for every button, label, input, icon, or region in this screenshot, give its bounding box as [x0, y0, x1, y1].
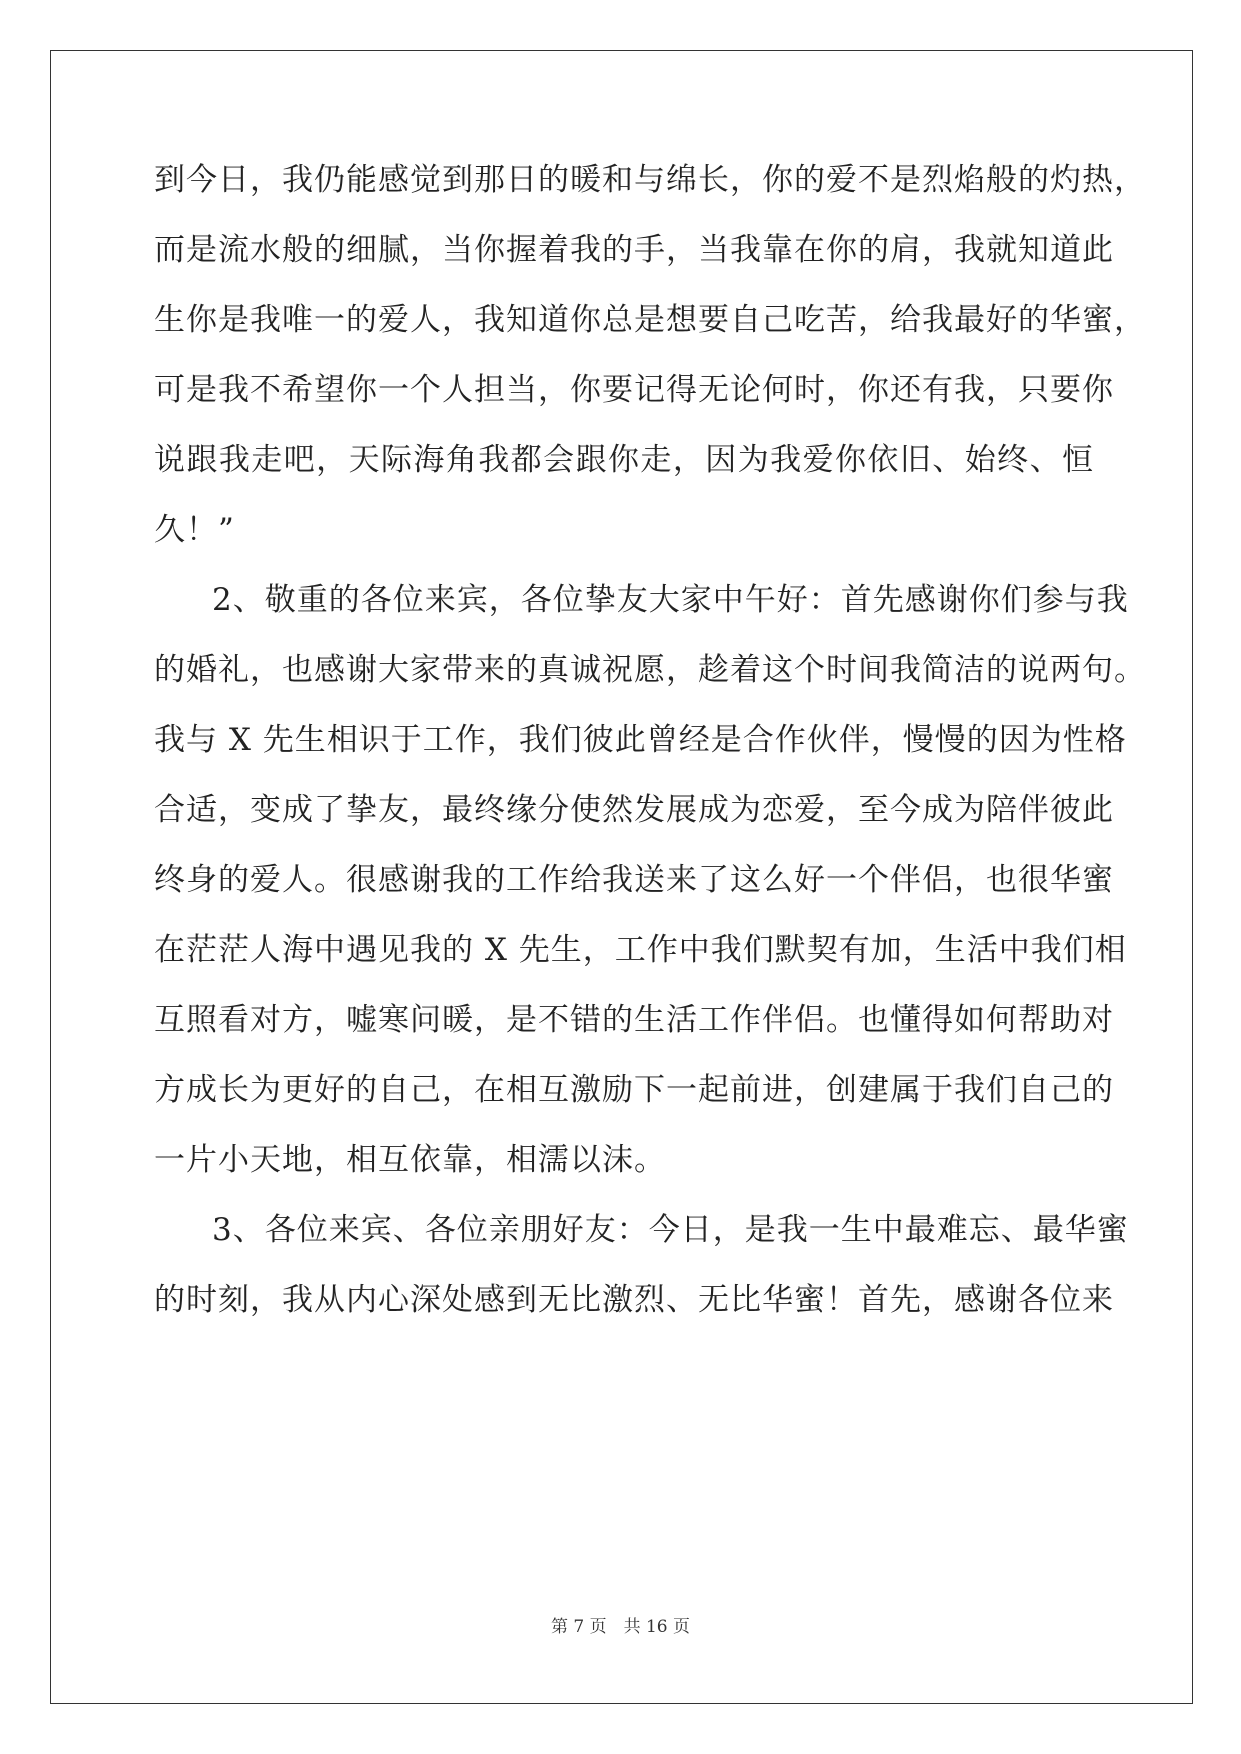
- text-line: 久！”: [154, 512, 235, 548]
- text-line: 合适，变成了挚友，最终缘分使然发展成为恋爱，至今成为陪伴彼此: [154, 792, 1114, 828]
- page-number-footer: 第 7 页 共 16 页: [550, 1617, 691, 1637]
- text-line: 互照看对方，嘘寒问暖，是不错的生活工作伴侣。也懂得如何帮助对: [154, 1002, 1114, 1038]
- text-line: 的婚礼，也感谢大家带来的真诚祝愿，趁着这个时间我简洁的说两句。: [154, 652, 1146, 688]
- text-line: 我与 X 先生相识于工作，我们彼此曾经是合作伙伴，慢慢的因为性格: [154, 722, 1127, 758]
- text-line: 可是我不希望你一个人担当，你要记得无论何时，你还有我，只要你: [154, 372, 1114, 408]
- text-line: 在茫茫人海中遇见我的 X 先生，工作中我们默契有加，生活中我们相: [154, 932, 1127, 968]
- text-line: 方成长为更好的自己，在相互激励下一起前进，创建属于我们自己的: [154, 1072, 1114, 1108]
- text-line: 终身的爱人。很感谢我的工作给我送来了这么好一个伴侣，也很华蜜: [154, 862, 1114, 898]
- text-line: 一片小天地，相互依靠，相濡以沫。: [154, 1142, 666, 1178]
- text-line: 生你是我唯一的爱人，我知道你总是想要自己吃苦，给我最好的华蜜，: [154, 302, 1146, 338]
- text-line: 而是流水般的细腻，当你握着我的手，当我靠在你的肩，我就知道此: [154, 232, 1114, 268]
- text-line: 说跟我走吧，天际海角我都会跟你走，因为我爱你依旧、始终、恒: [154, 442, 1094, 478]
- paragraph-start-line: 2、敬重的各位来宾，各位挚友大家中午好：首先感谢你们参与我: [212, 582, 1129, 618]
- paragraph-start-line: 3、各位来宾、各位亲朋好友：今日，是我一生中最难忘、最华蜜: [212, 1212, 1129, 1248]
- text-line: 的时刻，我从内心深处感到无比激烈、无比华蜜！首先，感谢各位来: [154, 1282, 1114, 1318]
- text-line: 到今日，我仍能感觉到那日的暖和与绵长，你的爱不是烈焰般的灼热，: [154, 162, 1146, 198]
